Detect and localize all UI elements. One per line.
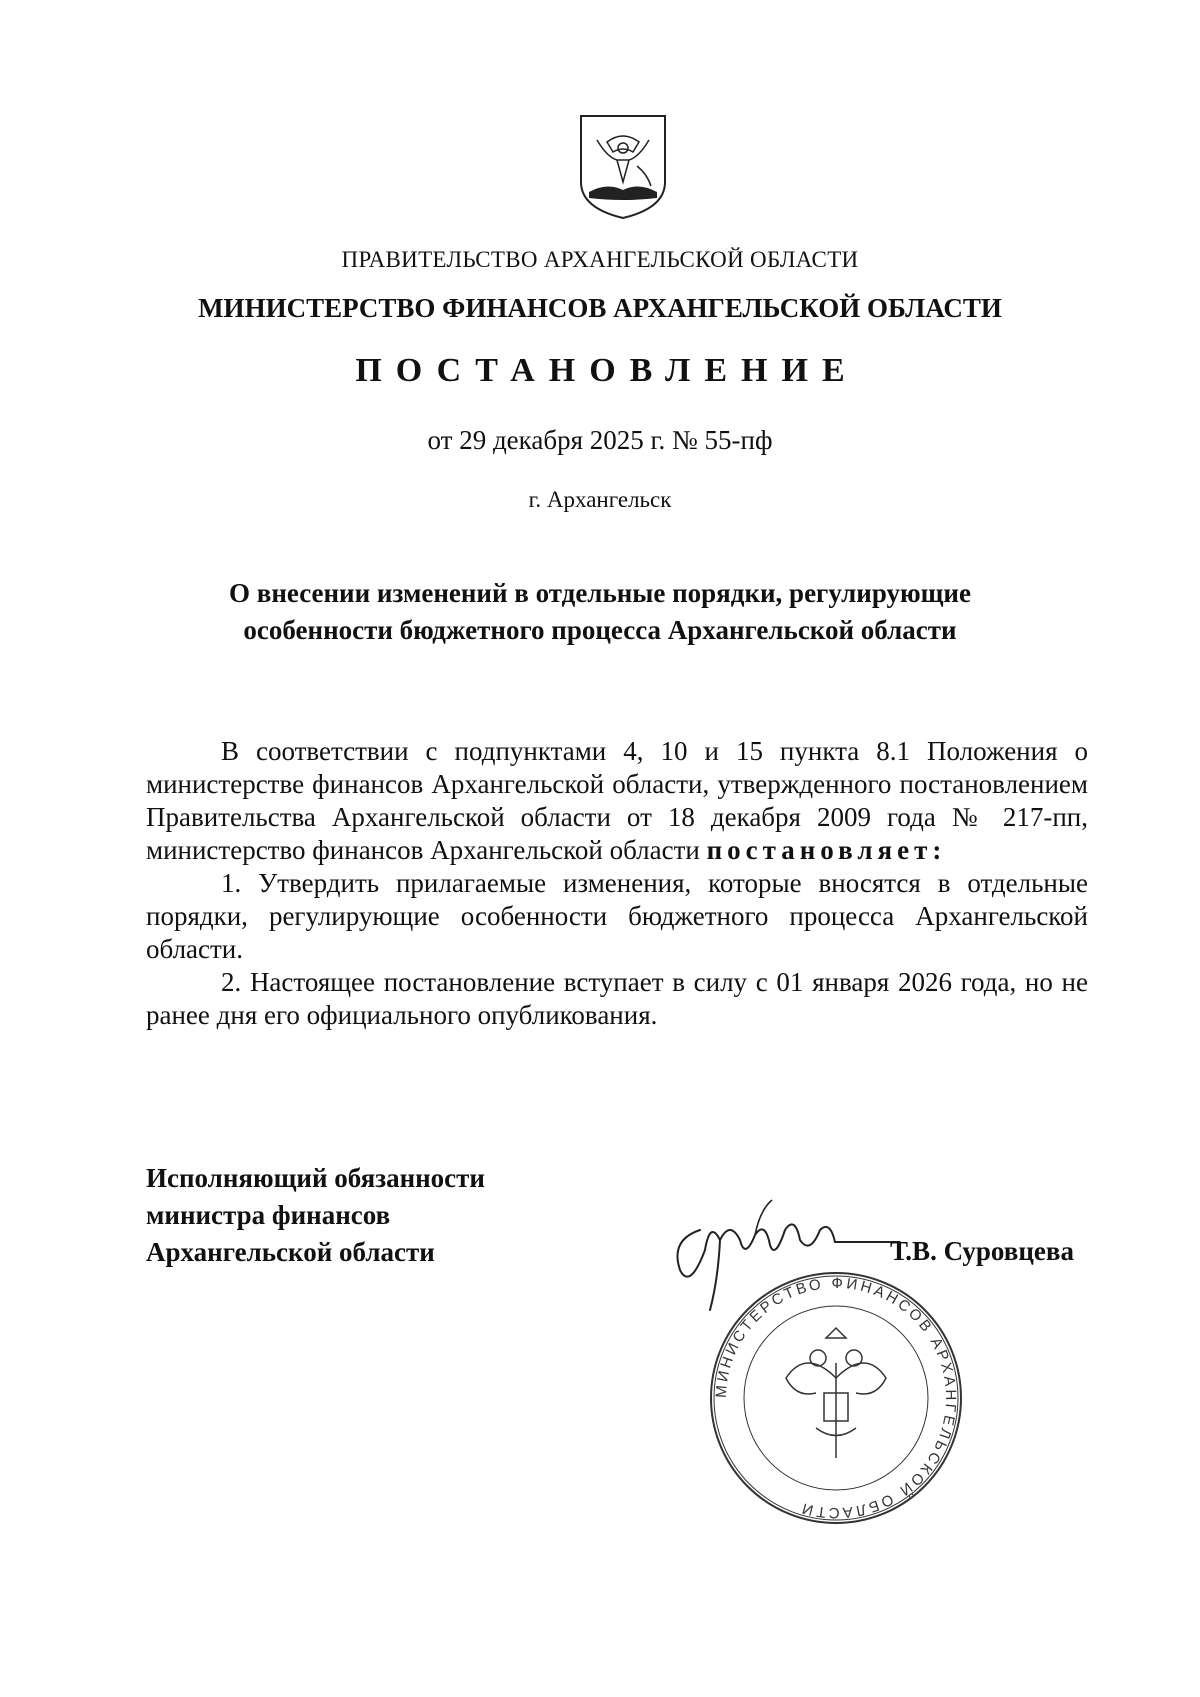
stamp-text: МИНИСТЕРСТВО ФИНАНСОВ АРХАНГЕЛЬСКОЙ ОБЛАСТИ — [712, 1274, 960, 1522]
item-2: 2. Настоящее постановление вступает в силу с 01 января 2026 года, но не ранее дня его официального опубликования. — [146, 967, 1088, 1030]
signatory-position — [146, 1160, 485, 1271]
official-stamp — [706, 1268, 966, 1528]
document-type: ПОСТАНОВЛЕНИЕ — [355, 352, 859, 389]
signatory-name: Т.В. Суровцева — [890, 1236, 1074, 1266]
subject-line-1: О внесении изменений в отдельные порядки, регулирующие — [229, 578, 971, 608]
position-line-3: Архангельской области — [146, 1237, 435, 1267]
resolves-colon: : — [932, 835, 947, 865]
item-1: 1. Утвердить прилагаемые изменения, которые вносятся в отдельные порядки, регулирующие особенности бюджетного процесса Архангельской области. — [146, 868, 1088, 964]
position-line-1: Исполняющий обязанности — [146, 1163, 485, 1193]
subject-line-2: особенности бюджетного процесса Архангельской области — [243, 615, 957, 645]
resolves-word: постановляет — [706, 835, 933, 865]
preamble-paragraph — [146, 735, 1088, 867]
city: г. Архангельск — [528, 487, 672, 512]
coat-of-arms-icon — [577, 112, 669, 222]
ministry-title: МИНИСТЕРСТВО ФИНАНСОВ АРХАНГЕЛЬСКОЙ ОБЛАСТИ — [198, 293, 1002, 323]
position-line-2: министра финансов — [146, 1200, 391, 1230]
document-subject — [0, 575, 1200, 649]
document-body — [146, 735, 1088, 1032]
government-title: ПРАВИТЕЛЬСТВО АРХАНГЕЛЬСКОЙ ОБЛАСТИ — [341, 247, 859, 272]
double-headed-eagle-icon — [786, 1328, 886, 1458]
preamble-text: В соответствии с подпунктами 4, 10 и 15 пункта 8.1 Положения о министерстве финансов Архангельской области, утвержденного постановлением Правительства Архангельской области от 18 декабря 2009 года № 217-пп, министерство финансов Архангельской области — [146, 736, 1088, 865]
date-number: от 29 декабря 2025 г. № 55-пф — [427, 425, 773, 455]
